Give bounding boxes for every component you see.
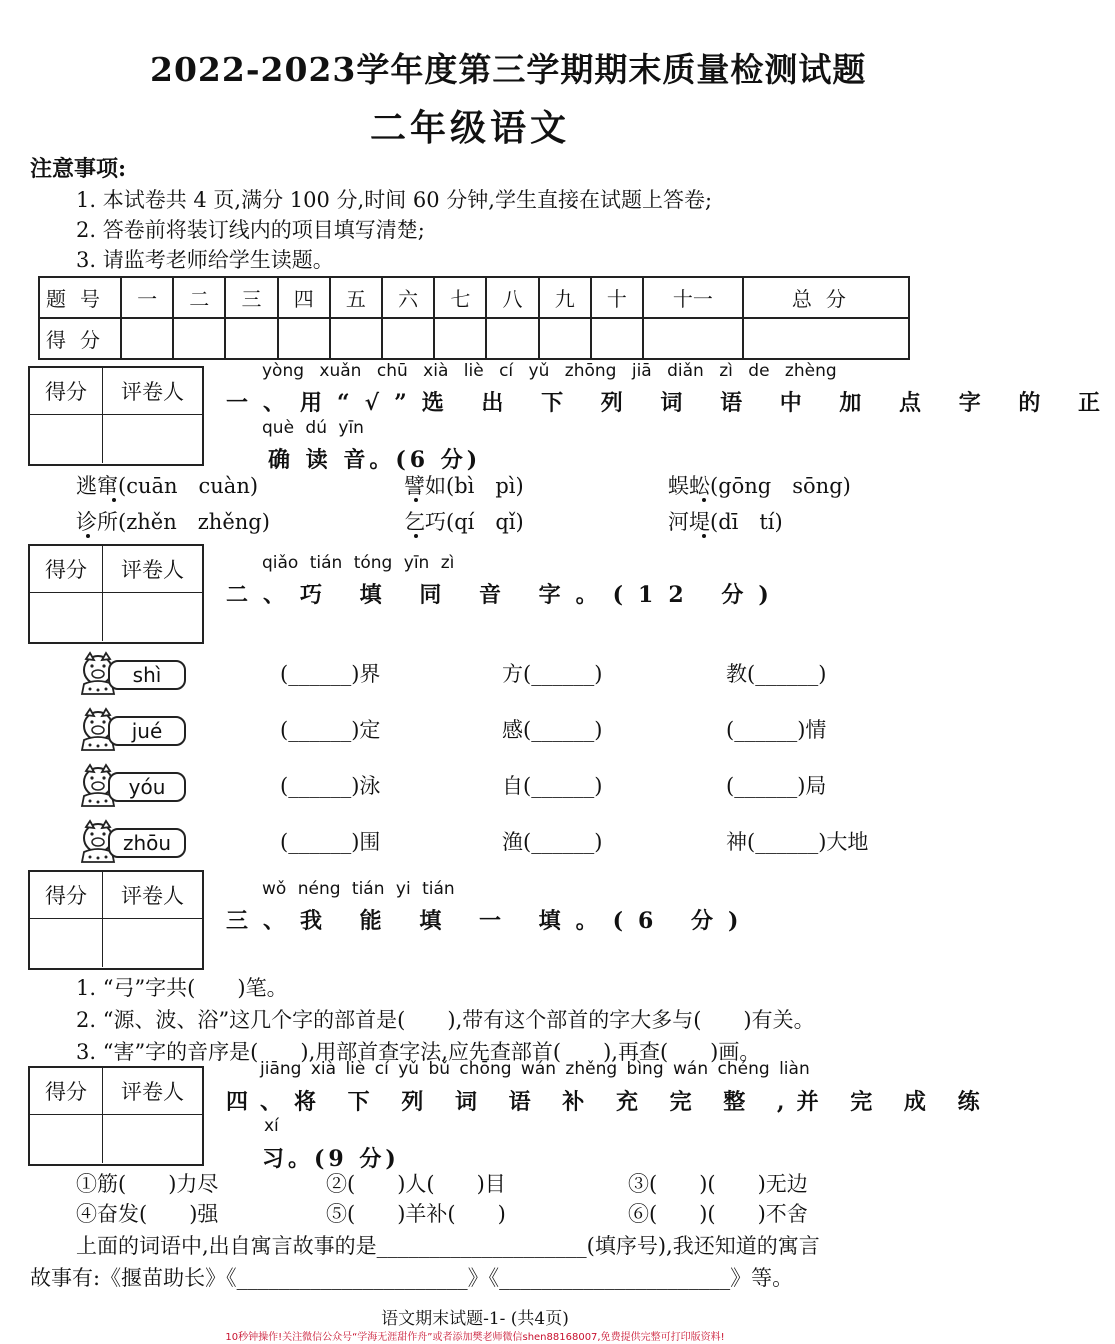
grader-score-field[interactable] <box>30 415 103 463</box>
score-cell[interactable] <box>330 318 382 359</box>
q3-item[interactable]: 1. “弓”字共( )笔。 <box>76 976 288 1000</box>
emphasis-dot <box>86 534 90 538</box>
grader-box <box>28 366 204 466</box>
score-table-col: 六 <box>382 277 434 318</box>
grader-score-field[interactable] <box>30 1115 103 1163</box>
score-cell[interactable] <box>225 318 277 359</box>
q1-item[interactable]: 蜈蚣(gōng sōng) <box>668 474 851 498</box>
grader-score-label: 得分 <box>30 1068 103 1114</box>
score-cell[interactable] <box>486 318 538 359</box>
q4-item[interactable]: ④奋发( )强 <box>76 1202 219 1226</box>
grader-name-label: 评卷人 <box>121 1080 184 1104</box>
q2-blank[interactable]: 自(______) <box>502 774 603 798</box>
score-cell[interactable] <box>539 318 591 359</box>
q4-pinyin: jiāng xià liè cí yǔ bǔ chōng wán zhěng bìng wán chéng liàn <box>260 1059 810 1079</box>
emphasis-dot <box>112 498 116 502</box>
q2-blank[interactable]: 感(______) <box>502 718 603 742</box>
q4-item[interactable]: ②( )人( )目 <box>326 1172 506 1196</box>
exam-title: 2022-2023学年度第三学期期末质量检测试题 <box>150 50 867 89</box>
score-table-col: 三 <box>225 277 277 318</box>
score-cell[interactable] <box>743 318 909 359</box>
grader-name-field[interactable] <box>103 415 202 463</box>
score-cell[interactable] <box>121 318 173 359</box>
q4-question-line[interactable]: 故事有:《揠苗助长》《______________________》《______________________》等。 <box>30 1266 794 1290</box>
score-table-col: 八 <box>486 277 538 318</box>
grader-name-field[interactable] <box>103 919 202 967</box>
q1-item[interactable]: 诊所(zhěn zhěng) <box>76 510 270 534</box>
score-cell[interactable] <box>278 318 330 359</box>
grader-box <box>28 1066 204 1166</box>
q3-pinyin: wǒ néng tián yi tián <box>262 879 455 899</box>
pig-badge <box>76 650 188 696</box>
q2-blank[interactable]: 渔(______) <box>502 830 603 854</box>
q1-heading-2: 确 读 音。(6 分) <box>268 447 482 473</box>
q1-item[interactable]: 河堤(dī tí) <box>668 510 783 534</box>
q4-item[interactable]: ③( )( )无边 <box>628 1172 808 1196</box>
q3-item[interactable]: 2. “源、波、浴”这几个字的部首是( ),带有这个部首的字大多与( )有关。 <box>76 1008 815 1032</box>
score-cell[interactable] <box>382 318 434 359</box>
q2-blank[interactable]: (______)定 <box>280 718 381 742</box>
grader-score-label: 得分 <box>30 368 103 414</box>
q2-blank[interactable]: (______)局 <box>726 774 827 798</box>
q2-blank[interactable]: (______)泳 <box>280 774 381 798</box>
q2-blank[interactable]: 神(______)大地 <box>726 830 869 854</box>
q2-blank[interactable]: (______)界 <box>280 662 381 686</box>
grader-box <box>28 870 204 970</box>
q1-heading: 一、用“√”选 出 下 列 词 语 中 加 点 字 的 正 <box>226 390 1115 416</box>
q4-item[interactable]: ⑥( )( )不舍 <box>628 1202 808 1226</box>
pig-badge <box>76 762 188 808</box>
score-table-col: 四 <box>278 277 330 318</box>
q3-item[interactable]: 3. “害”字的音序是( ),用部首查字法,应先查部首( ),再查( )画。 <box>76 1040 761 1064</box>
score-table-col: 二 <box>173 277 225 318</box>
q4-question-line[interactable]: 上面的词语中,出自寓言故事的是____________________(填序号),我还知道的寓言 <box>76 1234 820 1258</box>
grader-name-label: 评卷人 <box>121 558 184 582</box>
q1-pinyin: yòng xuǎn chū xià liè cí yǔ zhōng jiā diǎn zì de zhèng <box>262 361 837 381</box>
q3-heading: 三、我 能 填 一 填。(6 分) <box>226 908 754 934</box>
score-cell[interactable] <box>643 318 743 359</box>
q2-blank[interactable]: (______)情 <box>726 718 827 742</box>
grader-score-label: 得分 <box>30 546 103 592</box>
score-table-row-head: 得分 <box>39 318 121 359</box>
score-table-col: 一 <box>121 277 173 318</box>
q1-pinyin-2: què dú yīn <box>262 418 364 438</box>
score-table-col: 五 <box>330 277 382 318</box>
score-cell[interactable] <box>591 318 643 359</box>
exam-subtitle: 二年级语文 <box>370 107 571 149</box>
q1-item[interactable]: 乞巧(qí qǐ) <box>404 510 524 534</box>
note-item: 2. 答卷前将装订线内的项目填写清楚; <box>76 218 425 242</box>
grader-box <box>28 544 204 644</box>
q2-pinyin: qiǎo tián tóng yīn zì <box>262 553 455 573</box>
score-table <box>38 276 910 360</box>
emphasis-dot <box>414 498 418 502</box>
q2-blank[interactable]: 教(______) <box>726 662 827 686</box>
q4-heading-2: 习。(9 分) <box>262 1146 400 1172</box>
promo-banner: 10秒钟操作!关注微信公众号“学海无涯甜作舟”或者添加樊老师微信shen88168007,免费提供完整可打印版资料! <box>225 1332 725 1343</box>
q1-item[interactable]: 逃窜(cuān cuàn) <box>76 474 259 498</box>
q4-item[interactable]: ⑤( )羊补( ) <box>326 1202 506 1226</box>
syllable-label: shì <box>108 660 186 690</box>
q4-heading: 四、将 下 列 词 语 补 充 完 整 ,并 完 成 练 <box>226 1089 992 1115</box>
q1-item[interactable]: 譬如(bì pì) <box>404 474 524 498</box>
page-footer: 语文期末试题-1- (共4页) <box>381 1309 569 1329</box>
score-table-col: 总分 <box>743 277 909 318</box>
grader-name-label: 评卷人 <box>121 380 184 404</box>
q2-blank[interactable]: (______)围 <box>280 830 381 854</box>
score-table-col: 十一 <box>643 277 743 318</box>
grader-score-label: 得分 <box>30 872 103 918</box>
emphasis-dot <box>702 498 706 502</box>
syllable-label: zhōu <box>108 828 186 858</box>
notes-heading: 注意事项: <box>30 156 127 182</box>
score-cell[interactable] <box>434 318 486 359</box>
q4-item[interactable]: ①筋( )力尽 <box>76 1172 219 1196</box>
grader-name-field[interactable] <box>103 593 202 641</box>
score-table-col: 九 <box>539 277 591 318</box>
score-table-row-head: 题号 <box>39 277 121 318</box>
note-item: 1. 本试卷共 4 页,满分 100 分,时间 60 分钟,学生直接在试题上答卷; <box>76 188 713 212</box>
note-item: 3. 请监考老师给学生读题。 <box>76 248 334 272</box>
grader-score-field[interactable] <box>30 919 103 967</box>
pig-badge <box>76 706 188 752</box>
q4-pinyin-2: xí <box>264 1116 279 1136</box>
score-table-col: 七 <box>434 277 486 318</box>
emphasis-dot <box>702 534 706 538</box>
pig-badge <box>76 818 188 864</box>
q2-heading: 二、巧 填 同 音 字。(12 分) <box>226 582 784 608</box>
score-table-col: 十 <box>591 277 643 318</box>
score-cell[interactable] <box>173 318 225 359</box>
grader-name-field[interactable] <box>103 1115 202 1163</box>
syllable-label: yóu <box>108 772 186 802</box>
syllable-label: jué <box>108 716 186 746</box>
grader-score-field[interactable] <box>30 593 103 641</box>
emphasis-dot <box>414 534 418 538</box>
q2-blank[interactable]: 方(______) <box>502 662 603 686</box>
grader-name-label: 评卷人 <box>121 884 184 908</box>
